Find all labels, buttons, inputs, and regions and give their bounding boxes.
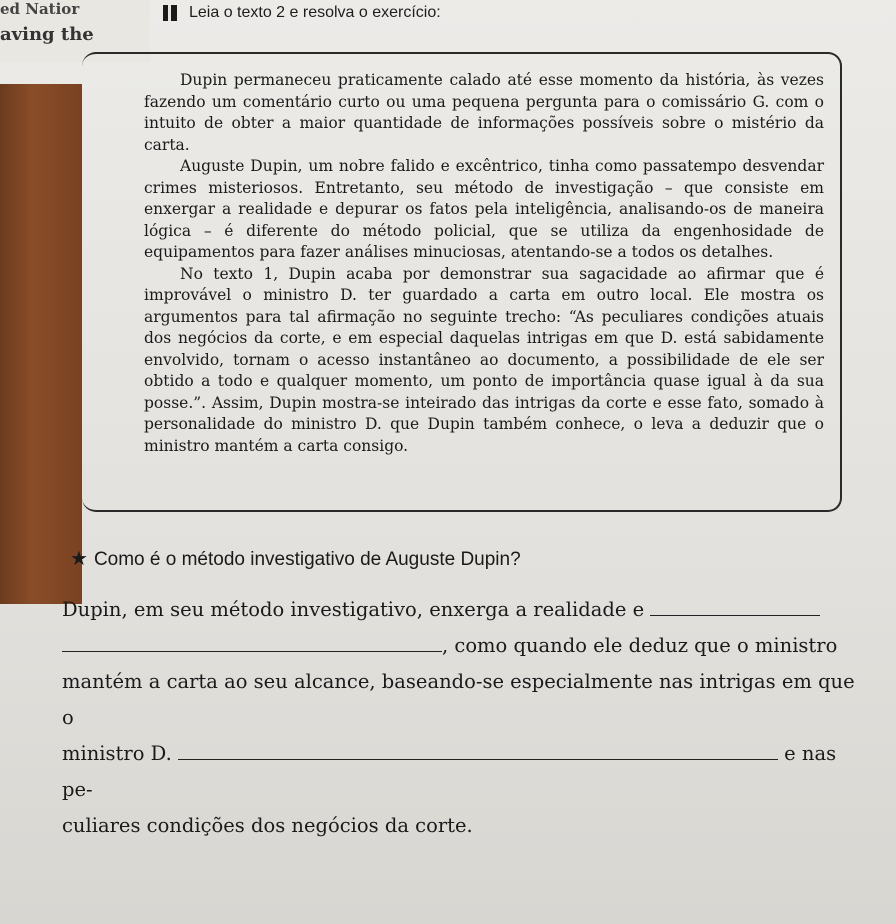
answer-blank-2[interactable] <box>62 633 442 652</box>
answer-line-4 <box>62 736 862 808</box>
question-text: Como é o método investigativo de Auguste Dupin? <box>93 549 521 570</box>
answer-line-3 <box>62 664 862 736</box>
previous-page-text-2: aving the <box>0 24 94 45</box>
paragraph-2: Auguste Dupin, um nobre falido e excêntrico, tinha como passatempo desvendar crimes misteriosos. Entretanto, seu método de investigação – que consiste em enxergar a realidade e depurar os fatos pela inteligência, analisando-os de maneira lógica – é diferente do método policial, que se utiliza da engenhosidade de equipamentos para fazer análises minuciosas, atentando-se a todos os detalhes. <box>144 157 824 261</box>
answer-line-2 <box>62 628 862 664</box>
reading-text <box>144 70 824 457</box>
paragraph-3: No texto 1, Dupin acaba por demonstrar sua sagacidade ao afirmar que é improvável o ministro D. ter guardado a carta em outro local. Ele mostra os argumentos para tal afirmação no seguinte trecho: “As peculiares condições atuais dos negócios da corte, e em especial daquelas intrigas em que D. está sabidamente envolvido, tornam o acesso instantâneo ao documento, a possibilidade de ele ser obtido a todo e qualquer momento, um ponto de importância quase igual à da sua posse.”. Assim, Dupin mostra-se inteirado das intrigas da corte e esse fato, somado à personalidade do ministro D. que Dupin também conhece, o leva a deduzir que o ministro mantém a carta consigo. <box>144 264 824 455</box>
previous-page-text-1: ed Natior <box>0 0 80 18</box>
exercise-question <box>70 546 521 571</box>
answer-text-2: , como quando ele deduz que o ministro <box>442 634 838 657</box>
paragraph-1: Dupin permaneceu praticamente calado até esse momento da história, às vezes fazendo um comentário curto ou uma pequena pergunta para o comissário G. com o intuito de obter a maior quantidade de informações possíveis sobre o mistério da carta. <box>144 71 824 154</box>
star-icon: ★ <box>70 548 88 570</box>
answer-text-3: mantém a carta ao seu alcance, baseando-se especialmente nas intrigas em que o <box>62 670 855 729</box>
exercise-instruction: Leia o texto 2 e resolva o exercício: <box>189 4 441 21</box>
wooden-table-edge <box>0 84 82 604</box>
answer-line-1 <box>62 592 862 628</box>
answer-fill-in <box>62 592 862 844</box>
answer-text-4: ministro D. <box>62 742 172 765</box>
answer-text-1: Dupin, em seu método investigativo, enxerga a realidade e <box>62 598 645 621</box>
answer-line-5 <box>62 808 862 844</box>
answer-text-5: e nas pe- <box>62 742 837 801</box>
section-marker-icon <box>163 5 177 21</box>
answer-blank-1[interactable] <box>650 597 820 616</box>
answer-text-6: culiares condições dos negócios da corte. <box>62 814 473 837</box>
answer-blank-3[interactable] <box>178 741 778 760</box>
